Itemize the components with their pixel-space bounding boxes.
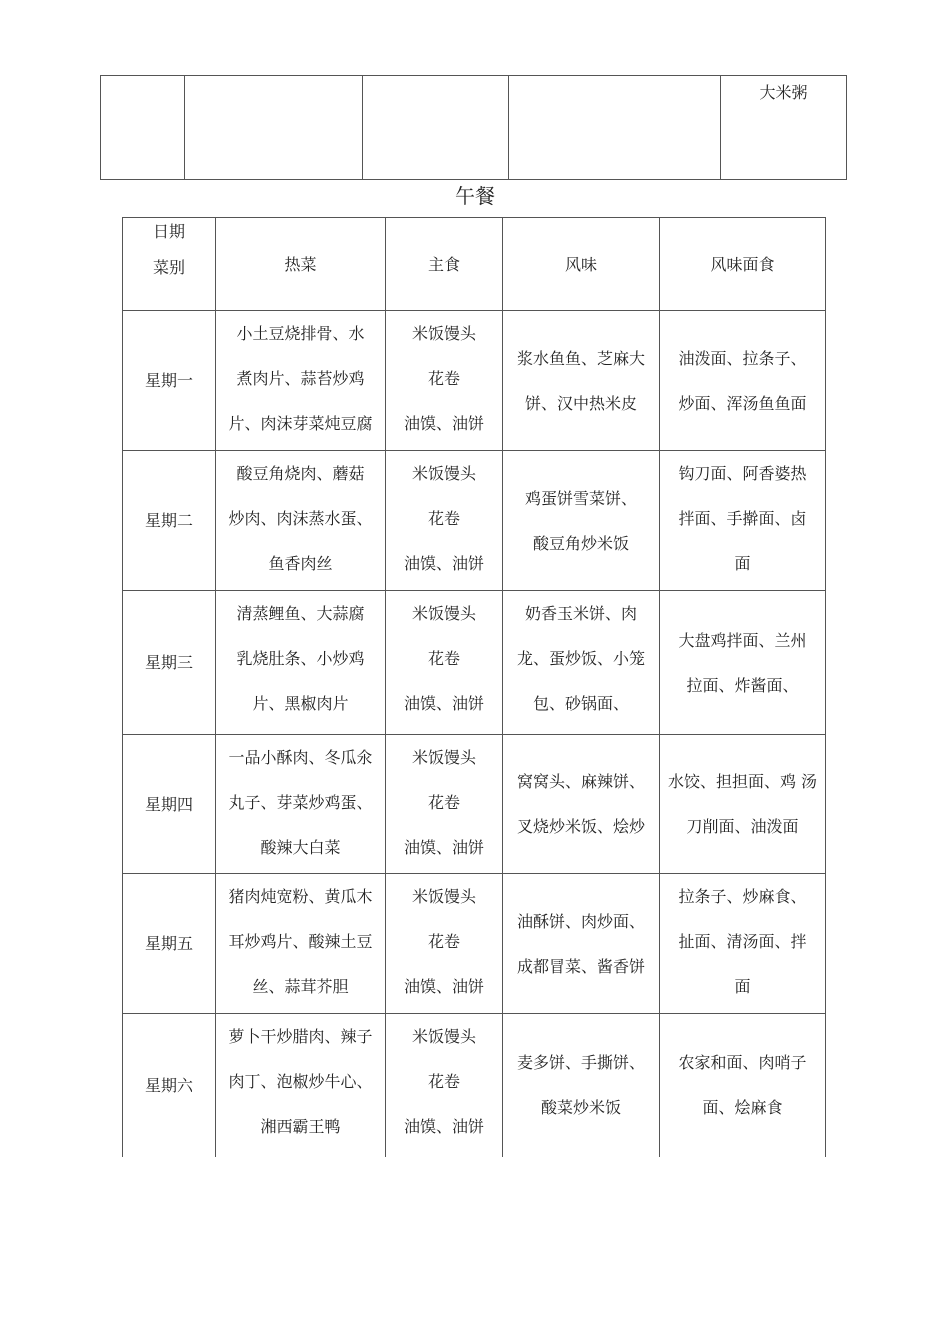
text-line: 油泼面、拉条子、	[678, 348, 807, 368]
text-line: 片、肉沫芽菜炖豆腐	[228, 414, 373, 433]
flavor-cell	[503, 591, 660, 735]
text-line: 刀削面、油泼面	[686, 817, 799, 836]
hot-dish-cell	[216, 1014, 386, 1157]
text-line: 耳炒鸡片、酸辣土豆	[228, 932, 373, 951]
text-line: 丝、蒜茸芥胆	[252, 977, 349, 996]
text-line: 油馍、油饼	[403, 1117, 484, 1136]
text-line: 萝卜干炒腊肉、辣子	[228, 1027, 373, 1046]
table-row	[123, 874, 826, 1014]
staple-cell	[386, 874, 503, 1014]
text-line: 拉面、炸酱面、	[686, 675, 799, 695]
text-line: 面、烩麻食	[702, 1098, 783, 1118]
flavor-cell	[503, 874, 660, 1014]
text-line: 米饭馒头	[411, 1027, 476, 1046]
hot-dish-cell	[216, 451, 386, 591]
flavor-noodle-cell	[660, 591, 826, 735]
flavor-cell	[503, 311, 660, 451]
text-line: 油馍、油饼	[403, 414, 484, 433]
flavor-noodle-cell	[660, 874, 826, 1014]
cell	[101, 76, 185, 180]
text-line: 花卷	[427, 509, 460, 528]
staple-cell	[386, 735, 503, 874]
flavor-noodle-cell	[660, 451, 826, 591]
day-cell: 星期二	[123, 451, 216, 591]
header-hot-dish: 热菜	[216, 218, 386, 311]
flavor-cell	[503, 451, 660, 591]
hot-dish-cell	[216, 874, 386, 1014]
cell-rice-porridge: 大米粥	[721, 76, 847, 180]
header-date: 日期	[152, 222, 185, 241]
header-staple: 主食	[386, 218, 503, 311]
text-line: 拉条子、炒麻食、	[678, 887, 807, 906]
text-line: 肉丁、泡椒炒牛心、	[228, 1072, 373, 1091]
header-flavor-noodle: 风味面食	[660, 218, 826, 311]
hot-dish-cell	[216, 311, 386, 451]
text-line: 油馍、油饼	[403, 838, 484, 857]
section-title-lunch: 午餐	[455, 184, 495, 208]
breakfast-table-continuation	[100, 75, 847, 180]
text-line: 农家和面、肉哨子	[678, 1053, 807, 1073]
table-row	[123, 451, 826, 591]
text-line: 扯面、清汤面、拌	[678, 932, 807, 951]
text-line: 炒肉、肉沫蒸水蛋、	[228, 509, 373, 528]
day-cell: 星期四	[123, 735, 216, 874]
table-row	[123, 591, 826, 735]
flavor-cell	[503, 1014, 660, 1157]
staple-cell	[386, 451, 503, 591]
text-line: 一品小酥肉、冬瓜氽	[228, 748, 373, 767]
text-line: 湘西霸王鸭	[260, 1117, 341, 1136]
text-line: 酸辣大白菜	[260, 838, 341, 857]
header-flavor: 风味	[503, 218, 660, 311]
text-line: 油馍、油饼	[403, 977, 484, 996]
text-line: 包、砂锅面、	[532, 694, 629, 713]
text-line: 鱼香肉丝	[268, 554, 333, 573]
staple-cell	[386, 591, 503, 735]
text-line: 大盘鸡拌面、兰州	[678, 630, 807, 650]
text-line: 麦多饼、手撕饼、	[516, 1053, 645, 1073]
text-line: 钩刀面、阿香婆热	[678, 464, 807, 483]
day-cell: 星期一	[123, 311, 216, 451]
text-line: 花卷	[427, 649, 460, 668]
text-line: 花卷	[427, 793, 460, 812]
text-line: 猪肉炖宽粉、黄瓜木	[228, 887, 373, 906]
cell	[363, 76, 509, 180]
text-line: 酸菜炒米饭	[540, 1098, 621, 1118]
header-corner	[123, 218, 216, 311]
hot-dish-cell	[216, 735, 386, 874]
table-row	[123, 1014, 826, 1157]
hot-dish-cell	[216, 591, 386, 735]
header-row	[123, 218, 826, 311]
text-line: 小土豆烧排骨、水	[236, 324, 365, 343]
text-line: 米饭馒头	[411, 748, 476, 767]
text-line: 清蒸鲤鱼、大蒜腐	[236, 604, 365, 623]
text-line: 奶香玉米饼、肉	[524, 604, 637, 623]
day-cell: 星期六	[123, 1014, 216, 1157]
text-line: 面	[734, 554, 751, 573]
text-line: 米饭馒头	[411, 887, 476, 906]
cell	[509, 76, 721, 180]
text-line: 窝窝头、麻辣饼、	[516, 772, 645, 791]
text-line: 煮肉片、蒜苔炒鸡	[236, 369, 365, 388]
day-cell: 星期三	[123, 591, 216, 735]
text-line: 米饭馒头	[411, 324, 476, 343]
text-line: 米饭馒头	[411, 604, 476, 623]
text-line: 花卷	[427, 932, 460, 951]
text-line: 乳烧肚条、小炒鸡	[236, 649, 365, 668]
text-line: 米饭馒头	[411, 464, 476, 483]
flavor-noodle-cell	[660, 311, 826, 451]
text-line: 丸子、芽菜炒鸡蛋、	[228, 793, 373, 812]
staple-cell	[386, 1014, 503, 1157]
table-row	[123, 311, 826, 451]
header-category: 菜别	[152, 258, 185, 277]
day-cell: 星期五	[123, 874, 216, 1014]
text-line: 油酥饼、肉炒面、	[516, 911, 645, 931]
text-line: 酸豆角烧肉、蘑菇	[236, 464, 365, 483]
lunch-menu-table	[122, 217, 826, 1157]
text-line: 叉烧炒米饭、烩炒	[516, 817, 645, 836]
text-line: 酸豆角炒米饭	[532, 533, 629, 553]
flavor-noodle-cell	[660, 735, 826, 874]
text-line: 成都冒菜、酱香饼	[516, 956, 645, 976]
text-line: 水饺、担担面、鸡 汤	[667, 772, 818, 791]
text-line: 油馍、油饼	[403, 554, 484, 573]
text-line: 花卷	[427, 1072, 460, 1091]
text-line: 龙、蛋炒饭、小笼	[516, 649, 645, 668]
table-row	[123, 735, 826, 874]
text-line: 花卷	[427, 369, 460, 388]
flavor-noodle-cell	[660, 1014, 826, 1157]
text-line: 片、黑椒肉片	[252, 694, 349, 713]
text-line: 浆水鱼鱼、芝麻大	[516, 348, 645, 368]
text-line: 面	[734, 977, 751, 996]
text-line: 拌面、手擀面、卤	[678, 509, 807, 528]
text-line: 鸡蛋饼雪菜饼、	[524, 488, 637, 508]
staple-cell	[386, 311, 503, 451]
text-line: 饼、汉中热米皮	[524, 393, 637, 413]
flavor-cell	[503, 735, 660, 874]
cell	[185, 76, 363, 180]
text-line: 炒面、浑汤鱼鱼面	[678, 393, 807, 413]
text-line: 油馍、油饼	[403, 694, 484, 713]
